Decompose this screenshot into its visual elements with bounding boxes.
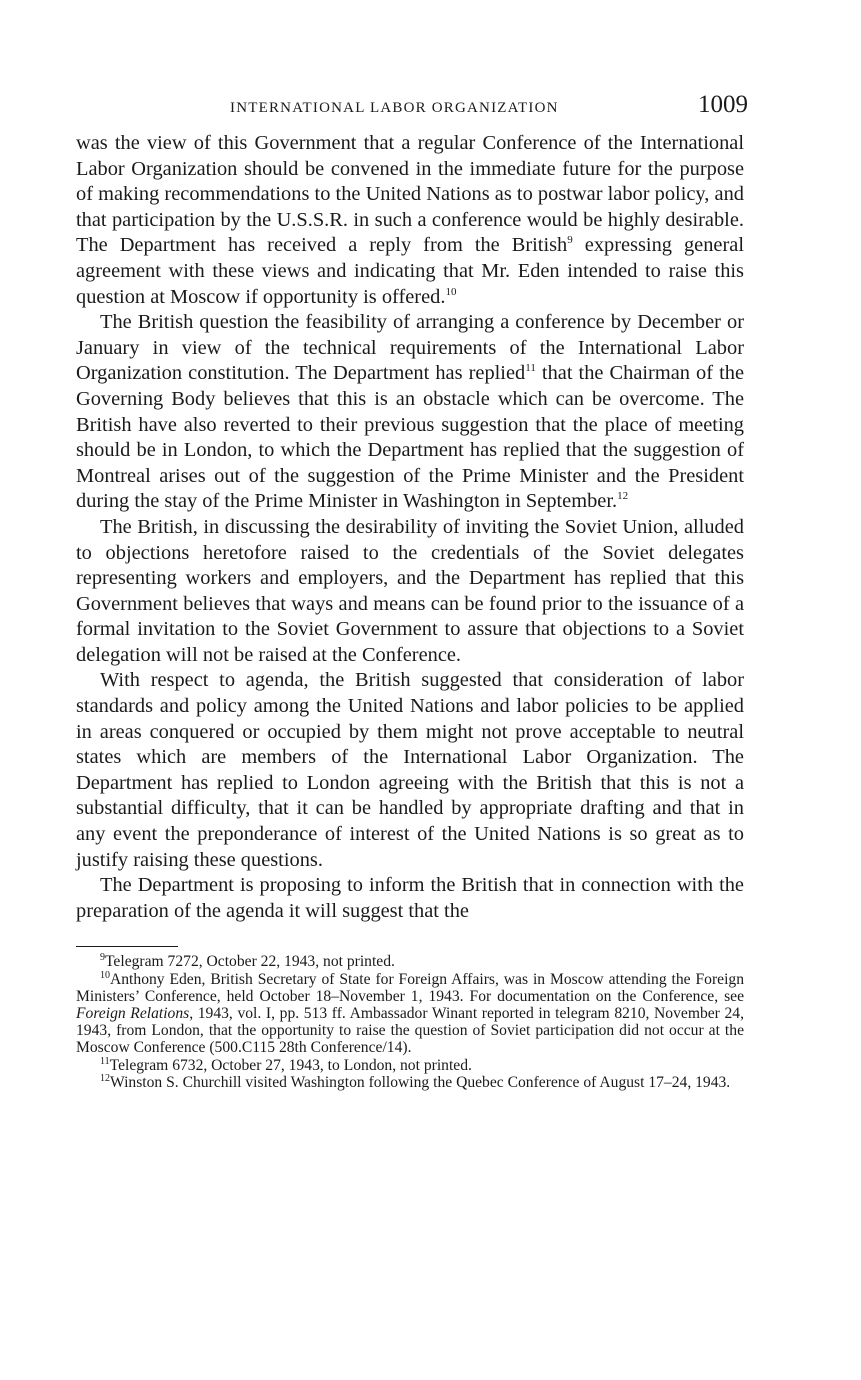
footnote-divider [76, 946, 178, 947]
footnotes [76, 946, 744, 1091]
footnote-12 [76, 1074, 744, 1091]
paragraph-3: The British, in discussing the desirability of inviting the Soviet Union, alluded to objections heretofore raised to the credentials of the Soviet delegates representing workers and employers, and the Department has replied that this Government believes that ways and means can be found prior to the issuance of a formal invitation to the Soviet Government to assure that objections to a Soviet delegation will not be raised at the Conference. [76, 515, 744, 666]
footnote-ref-11: 11 [525, 362, 536, 375]
page-number: 1009 [698, 91, 748, 118]
paragraph-2-text-b: that the Chairman of the Governing Body believes that this is an obstacle which can be overcome. The British have also reverted to their previous suggestion that the place of meeting should be in London, to which the Department has replied that the suggestion of Montreal arises out of the suggestion of the Prime Minister and the President during the stay of the Prime Minister in Washington in September. [76, 362, 745, 513]
footnote-ref-12: 12 [617, 490, 629, 503]
footnote-10-text-a: Anthony Eden, British Secretary of State for Foreign Affairs, was in Moscow attending the Foreign Ministers’ Conference, held October 18–November 1, 1943. For documentation on the Conference, see [76, 970, 744, 1005]
footnote-10-italic-title: Foreign Relations [76, 1005, 190, 1023]
footnote-9-mark: 9 [100, 952, 105, 964]
paragraph-1-text-a: was the view of this Government that a regular Conference of the International Labor Organization should be convened in the immediate future for the purpose of making recommendations to the United Nations as to postwar labor policy, and that participation by the U.S.S.R. in such a conference would be highly desirable. The Department has received a reply from the British [76, 132, 744, 257]
footnote-12-mark: 12 [100, 1072, 110, 1084]
footnote-11-mark: 11 [100, 1055, 110, 1067]
page-header [76, 90, 748, 124]
footnote-9-text: Telegram 7272, October 22, 1943, not printed. [105, 953, 395, 971]
body-text [76, 131, 744, 924]
paragraph-5: The Department is proposing to inform the British that in connection with the preparation of the agenda it will suggest that the [76, 874, 744, 922]
footnote-12-text: Winston S. Churchill visited Washington following the Quebec Conference of August 17–24, 1943. [110, 1073, 731, 1091]
paragraph-2 [76, 310, 744, 515]
running-title: INTERNATIONAL LABOR ORGANIZATION [230, 100, 559, 116]
footnote-ref-10: 10 [445, 285, 457, 298]
footnote-11 [76, 1057, 744, 1074]
footnote-11-text: Telegram 6732, October 27, 1943, to London, not printed. [109, 1056, 472, 1074]
paragraph-1 [76, 131, 744, 310]
footnote-ref-9: 9 [567, 234, 573, 247]
footnote-10-text-b: , 1943, vol. I, pp. 513 ff. Ambassador Winant reported in telegram 8210, November 24, 1943, from London, that the opportunity to raise the question of Soviet participation did not occur at the Moscow Conference (500.C115 28th Conference/14). [76, 1005, 744, 1057]
footnote-10-mark: 10 [100, 969, 110, 981]
paragraph-2-text-a: The British question the feasibility of arranging a conference by December or January in view of the technical requirements of the International Labor Organization constitution. The Department has replied [76, 311, 744, 385]
footnote-9 [76, 953, 744, 970]
paragraph-1-text-b: expressing general agreement with these views and indicating that Mr. Eden intended to raise this question at Moscow if opportunity is offered. [76, 234, 744, 308]
paragraph-4: With respect to agenda, the British suggested that consideration of labor standards and policy among the United Nations and labor policies to be applied in areas conquered or occupied by them might not prove acceptable to neutral states which are members of the International Labor Organization. The Department has replied to London agreeing with the British that this is not a substantial difficulty, that it can be handled by appropriate drafting and that in any event the preponderance of interest of the United Nations is so great as to justify raising these questions. [76, 669, 744, 871]
document-page [76, 90, 748, 1091]
footnote-10 [76, 971, 744, 1057]
